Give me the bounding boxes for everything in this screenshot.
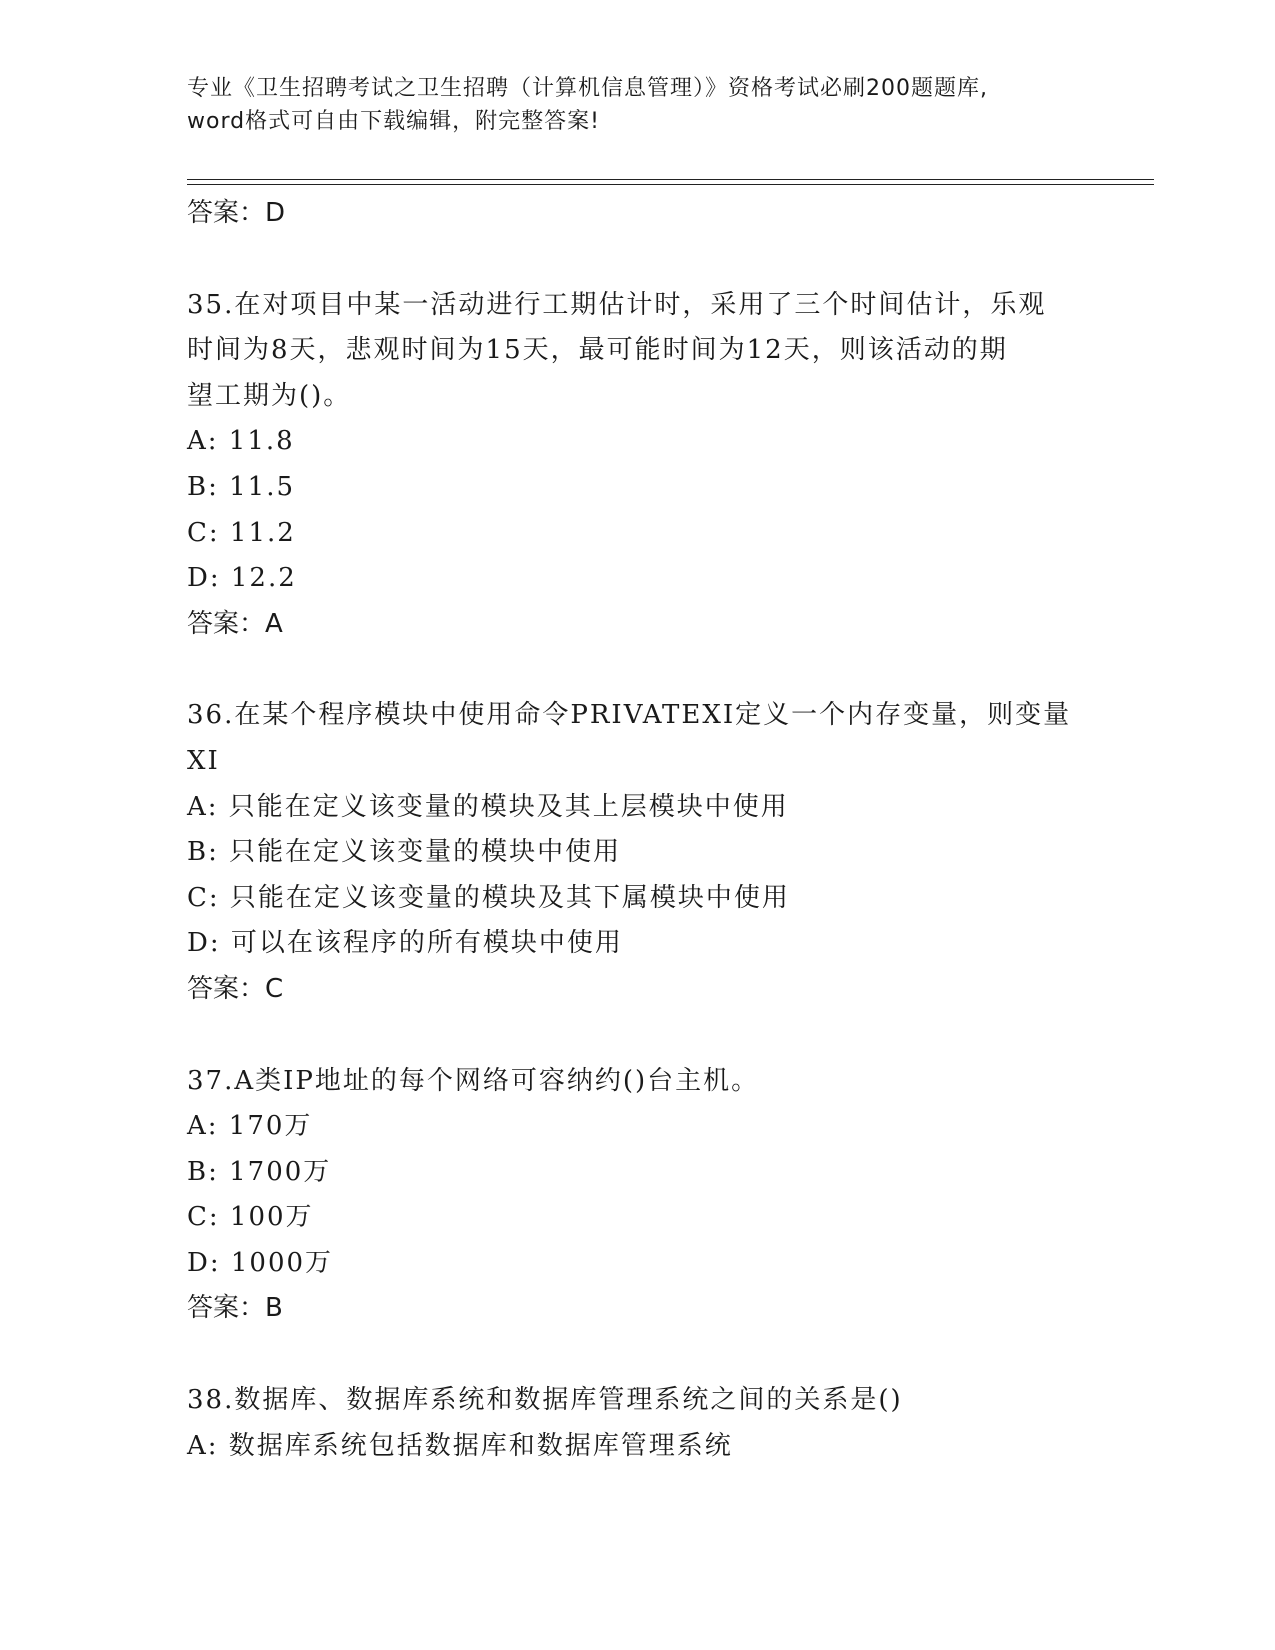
header-title-line-1: 专业《卫生招聘考试之卫生招聘（计算机信息管理）》资格考试必刷200题题库, (187, 76, 988, 101)
option-b: B: 11.5 (187, 471, 296, 502)
option-b: B: 1700万 (187, 1156, 332, 1187)
question-36 (187, 693, 1087, 1012)
question-38 (187, 1378, 1087, 1469)
document-header (187, 72, 1087, 138)
header-divider-top (187, 179, 1154, 180)
spacer (187, 1332, 1087, 1378)
question-list (187, 191, 1087, 1469)
option-c: C: 100万 (187, 1202, 314, 1233)
spacer (187, 1013, 1087, 1059)
option-a: A: 数据库系统包括数据库和数据库管理系统 (187, 1430, 733, 1461)
question-stem-line: 望工期为()。 (187, 380, 352, 411)
option-a: A: 只能在定义该变量的模块及其上层模块中使用 (187, 791, 789, 822)
question-stem-line: 36.在某个程序模块中使用命令PRIVATEXI定义一个内存变量，则变量 (187, 700, 1072, 731)
question-stem-line: 35.在对项目中某一活动进行工期估计时，采用了三个时间估计，乐观 (187, 289, 1047, 320)
answer: 答案：A (187, 608, 283, 639)
option-d: D: 12.2 (187, 563, 297, 594)
question-stem-line: 38.数据库、数据库系统和数据库管理系统之间的关系是() (187, 1385, 903, 1416)
question-stem-line: 37.A类IP地址的每个网络可容纳约()台主机。 (187, 1065, 760, 1096)
header-divider-bottom (187, 184, 1154, 185)
question-stem-line: 时间为8天，悲观时间为15天，最可能时间为12天，则该活动的期 (187, 335, 1008, 366)
answer: 答案：B (187, 1293, 283, 1324)
option-d: D: 1000万 (187, 1247, 334, 1278)
option-c: C: 11.2 (187, 517, 296, 548)
header-title-line-2: word格式可自由下载编辑，附完整答案! (187, 109, 600, 134)
previous-answer: 答案：D (187, 198, 286, 228)
option-b: B: 只能在定义该变量的模块中使用 (187, 837, 622, 868)
option-d: D: 可以在该程序的所有模块中使用 (187, 928, 623, 959)
option-a: A: 170万 (187, 1111, 313, 1142)
question-35 (187, 283, 1087, 648)
question-stem-line: XI (187, 745, 220, 776)
answer: 答案：C (187, 973, 284, 1004)
spacer (187, 237, 1087, 283)
option-c: C: 只能在定义该变量的模块及其下属模块中使用 (187, 882, 790, 913)
spacer (187, 647, 1087, 693)
question-37 (187, 1059, 1087, 1333)
option-a: A: 11.8 (187, 426, 295, 457)
